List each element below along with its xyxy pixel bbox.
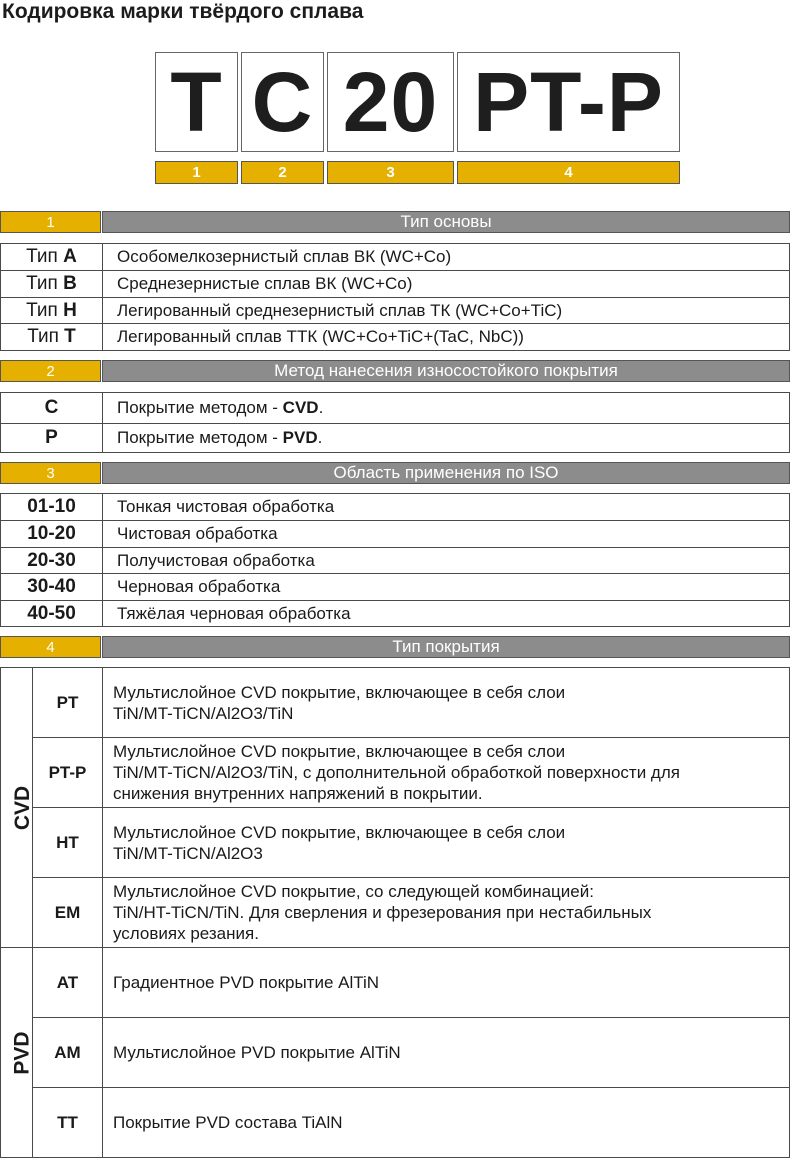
table-row xyxy=(1,948,790,1018)
iso-range: 40-50 xyxy=(1,601,103,627)
type-key: A xyxy=(63,246,77,267)
coating-code: PT-P xyxy=(33,738,103,808)
section-label: Тип покрытия xyxy=(102,636,790,658)
type-description: Среднезернистые сплав ВК (WC+Co) xyxy=(103,271,790,298)
coating-code: AT xyxy=(33,948,103,1018)
coating-code: EM xyxy=(33,878,103,948)
section-label: Область применения по ISO xyxy=(102,462,790,484)
iso-description: Черновая обработка xyxy=(103,574,790,601)
type-description: Легированный сплав ТТК (WC+Co+TiC+(TaC, NbC)) xyxy=(103,324,790,351)
method-suffix: . xyxy=(317,428,323,447)
table-row xyxy=(1,298,790,324)
iso-description: Чистовая обработка xyxy=(103,521,790,548)
table-row xyxy=(1,1088,790,1158)
type-key: B xyxy=(63,273,77,294)
coating-code: HT xyxy=(33,808,103,878)
method-name: CVD xyxy=(282,398,319,417)
iso-range: 10-20 xyxy=(1,521,103,548)
type-prefix: Тип xyxy=(26,273,64,294)
code-letter: C xyxy=(251,54,314,149)
table-row xyxy=(1,668,790,738)
coating-table xyxy=(0,667,790,1158)
table-row xyxy=(1,808,790,878)
coating-code: PT xyxy=(33,668,103,738)
code-letter: PT-P xyxy=(473,54,664,149)
type-prefix: Тип xyxy=(26,299,64,321)
section-header-4 xyxy=(0,636,790,658)
table-row xyxy=(1,424,790,453)
code-box-method xyxy=(241,52,324,152)
section-number: 4 xyxy=(0,636,101,658)
coating-code: AM xyxy=(33,1018,103,1088)
iso-description: Тонкая чистовая обработка xyxy=(103,494,790,521)
iso-description: Получистовая обработка xyxy=(103,548,790,574)
code-letter: 20 xyxy=(342,54,439,149)
table-row xyxy=(1,494,790,521)
code-number-3: 3 xyxy=(327,161,454,184)
coating-description: Мультислойное CVD покрытие, включающее в себя слои TiN/MT-TiCN/Al2O3/TiN xyxy=(103,668,790,738)
table-row xyxy=(1,1018,790,1088)
cvd-group-cell xyxy=(1,668,33,948)
type-prefix: Тип xyxy=(26,246,64,267)
coating-description: Покрытие PVD состава TiAlN xyxy=(103,1088,790,1158)
code-number-2: 2 xyxy=(241,161,324,184)
pvd-group-label: PVD xyxy=(10,1030,34,1075)
code-number-4: 4 xyxy=(457,161,680,184)
table-row xyxy=(1,521,790,548)
iso-range: 01-10 xyxy=(1,494,103,521)
cvd-group-label: CVD xyxy=(11,785,35,830)
coating-code: TT xyxy=(33,1088,103,1158)
code-letter: T xyxy=(170,54,223,149)
iso-range: 30-40 xyxy=(1,574,103,601)
section-header-1 xyxy=(0,211,790,233)
type-description: Особомелкозернистый сплав ВК (WC+Co) xyxy=(103,244,790,271)
section-label: Метод нанесения износостойкого покрытия xyxy=(102,360,790,382)
code-box-iso xyxy=(327,52,454,152)
type-description: Легированный среднезернистый сплав ТК (WC+Co+TiC) xyxy=(103,298,790,324)
method-table xyxy=(0,392,790,453)
type-key: H xyxy=(63,299,77,321)
base-type-table xyxy=(0,243,790,351)
code-box-base xyxy=(155,52,238,152)
method-text: Покрытие методом - xyxy=(117,428,283,447)
iso-description: Тяжёлая черновая обработка xyxy=(103,601,790,627)
pvd-group-cell xyxy=(1,948,33,1158)
method-key: P xyxy=(1,424,103,453)
method-text: Покрытие методом - xyxy=(117,398,283,417)
table-row xyxy=(1,574,790,601)
coating-description: Мультислойное CVD покрытие, включающее в себя слои TiN/MT-TiCN/Al2O3 xyxy=(103,808,790,878)
section-header-3 xyxy=(0,462,790,484)
iso-table xyxy=(0,493,790,627)
table-row xyxy=(1,244,790,271)
coating-description: Градиентное PVD покрытие AlTiN xyxy=(103,948,790,1018)
section-header-2 xyxy=(0,360,790,382)
code-number-1: 1 xyxy=(155,161,238,184)
coating-description: Мультислойное PVD покрытие AlTiN xyxy=(103,1018,790,1088)
table-row xyxy=(1,393,790,424)
section-label: Тип основы xyxy=(102,211,790,233)
section-number: 3 xyxy=(0,462,101,484)
type-key: T xyxy=(64,326,76,347)
section-number: 2 xyxy=(0,360,101,382)
table-row xyxy=(1,324,790,351)
iso-range: 20-30 xyxy=(1,548,103,574)
table-row xyxy=(1,548,790,574)
table-row xyxy=(1,878,790,948)
method-name: PVD xyxy=(282,428,318,447)
type-prefix: Тип xyxy=(27,326,65,347)
code-box-coating xyxy=(457,52,680,152)
method-suffix: . xyxy=(318,398,324,417)
table-row xyxy=(1,271,790,298)
page-title: Кодировка марки твёрдого сплава xyxy=(2,0,364,23)
section-number: 1 xyxy=(0,211,101,233)
table-row xyxy=(1,738,790,808)
coating-description: Мультислойное CVD покрытие, включающее в себя слои TiN/MT-TiCN/Al2O3/TiN, с дополнительной обработкой поверхности для снижения внутренних напряжений в покрытии. xyxy=(103,738,790,808)
table-row xyxy=(1,601,790,627)
coating-description: Мультислойное CVD покрытие, со следующей комбинацией: TiN/HT-TiCN/TiN. Для сверления и фрезерования при нестабильных условиях резания. xyxy=(103,878,790,948)
method-key: C xyxy=(1,393,103,424)
